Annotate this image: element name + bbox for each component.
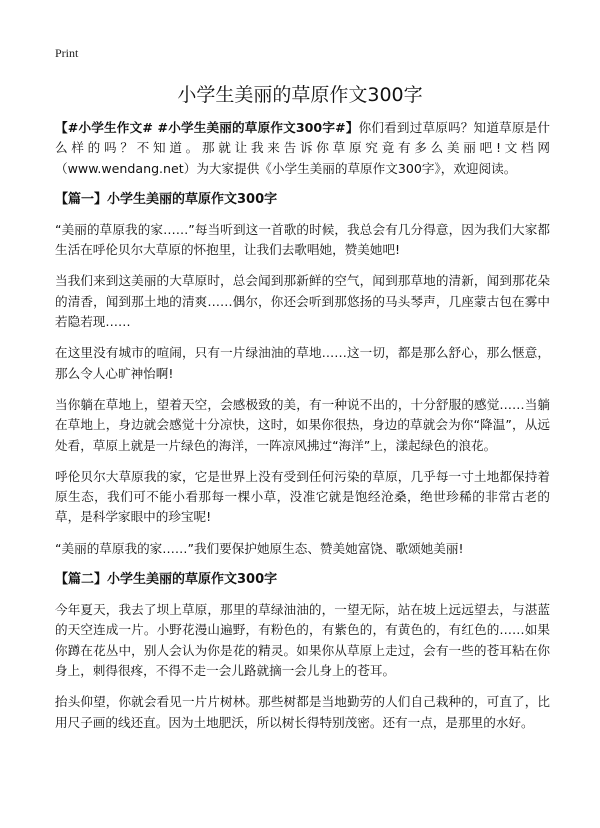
paragraph: 在这里没有城市的喧闹，只有一片绿油油的草地……这一切，都是那么舒心，那么惬意，那么令人心旷神怡啊! xyxy=(55,345,550,381)
article-body xyxy=(55,118,550,744)
paragraph: 当我们来到这美丽的大草原时，总会闻到那新鲜的空气，闻到那草地的清新，闻到那花朵的清香，闻到那土地的清爽……偶尔，你还会听到那悠扬的马头琴声，几座蒙古包在雾中若隐若现…… xyxy=(55,273,550,330)
paragraph: 呼伦贝尔大草原我的家，它是世界上没有受到任何污染的草原，几乎每一寸土地都保持着原生态，我们可不能小看那每一棵小草，没准它就是饱经沧桑，绝世珍稀的非常古老的草，是科学家眼中的珍宝呢! xyxy=(55,468,550,525)
intro-tag: 【#小学生作文# #小学生美丽的草原作文300字#】 xyxy=(55,120,359,135)
paragraph: “美丽的草原我的家……”每当听到这一首歌的时候，我总会有几分得意，因为我们大家都生活在呼伦贝尔大草原的怀抱里，让我们去歌唱她，赞美她吧! xyxy=(55,221,550,258)
print-link[interactable]: Print xyxy=(55,46,79,60)
paragraph: 抬头仰望，你就会看见一片片树林。那些树都是当地勤劳的人们自己栽种的，可直了，比用尺子画的线还直。因为土地肥沃，所以树长得特别茂密。还有一点，是那里的水好。 xyxy=(55,694,550,730)
paragraph: 今年夏天，我去了坝上草原，那里的草绿油油的，一望无际，站在坡上远远望去，与湛蓝的天空连成一片。小野花漫山遍野，有粉色的，有紫色的，有黄色的，有红色的……如果你蹲在花丛中，别人会认为你是花的精灵。如果你从草原上走过，会有一些的苍耳粘在你身上，刺得很疼，不得不走一会儿路就摘一会儿身上的苍耳。 xyxy=(55,602,550,678)
section-heading-2: 【篇二】小学生美丽的草原作文300字 xyxy=(55,572,278,588)
intro-paragraph xyxy=(55,118,550,179)
page-title: 小学生美丽的草原作文300字 xyxy=(177,84,423,106)
paragraph: 当你躺在草地上，望着天空，会感极致的美，有一种说不出的，十分舒服的感觉……当躺在草地上，身边就会感觉十分凉快，这时，如果你很热，身边的草就会为你“降温”，从远处看，草原上就是一片绿色的海洋，一阵凉风拂过“海洋”上，漾起绿色的浪花。 xyxy=(55,396,550,453)
section-heading-1: 【篇一】小学生美丽的草原作文300字 xyxy=(55,191,278,207)
intro-text: 你们看到过草原吗？知道草原是什么样的吗？不知道。那就让我来告诉你草原究竟有多么美丽吧!文档网（www.wendang.net）为大家提供《小学生美丽的草原作文300字》，欢迎阅读。 xyxy=(55,120,550,176)
paragraph: “美丽的草原我的家……”我们要保护她原生态、赞美她富饶、歌颂她美丽! xyxy=(55,540,464,556)
